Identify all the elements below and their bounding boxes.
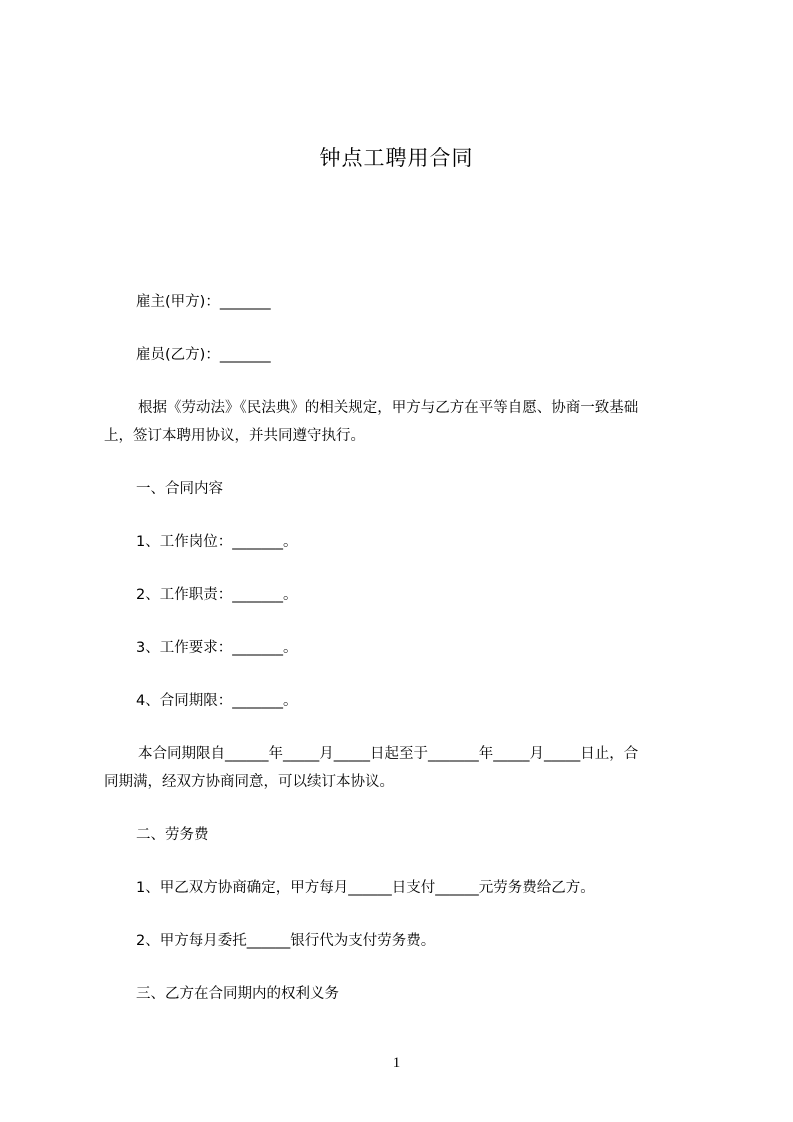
- clause-item: 2、甲方每月委托______银行代为支付劳务费。: [136, 933, 436, 949]
- clause-item: 3、工作要求：_______。: [136, 640, 298, 656]
- term-line-2: 同期满，经双方协商同意，可以续订本协议。: [104, 774, 394, 790]
- document-title: 钟点工聘用合同: [319, 146, 474, 170]
- clause-item: 1、甲乙双方协商确定，甲方每月______日支付______元劳务费给乙方。: [136, 880, 595, 896]
- clause-item: 2、工作职责：_______。: [136, 587, 298, 603]
- page-number: 1: [392, 1055, 401, 1071]
- section-heading-3: 三、乙方在合同期内的权利义务: [136, 986, 339, 1002]
- preamble-line-1: 根据《劳动法》《民法典》的相关规定，甲方与乙方在平等自愿、协商一致基础: [138, 400, 639, 416]
- term-line-1: 本合同期限自______年_____月_____日起至于_______年_____月_____日止，合: [138, 746, 639, 762]
- clause-item: 4、合同期限：_______。: [136, 693, 298, 709]
- section-heading-1: 一、合同内容: [136, 481, 223, 497]
- employee-line: 雇员(乙方)：_______: [136, 347, 271, 363]
- employer-line: 雇主(甲方)：_______: [136, 294, 271, 310]
- section-heading-2: 二、劳务费: [136, 827, 209, 843]
- clause-item: 1、工作岗位：_______。: [136, 534, 298, 550]
- preamble-line-2: 上，签订本聘用协议，并共同遵守执行。: [104, 428, 365, 444]
